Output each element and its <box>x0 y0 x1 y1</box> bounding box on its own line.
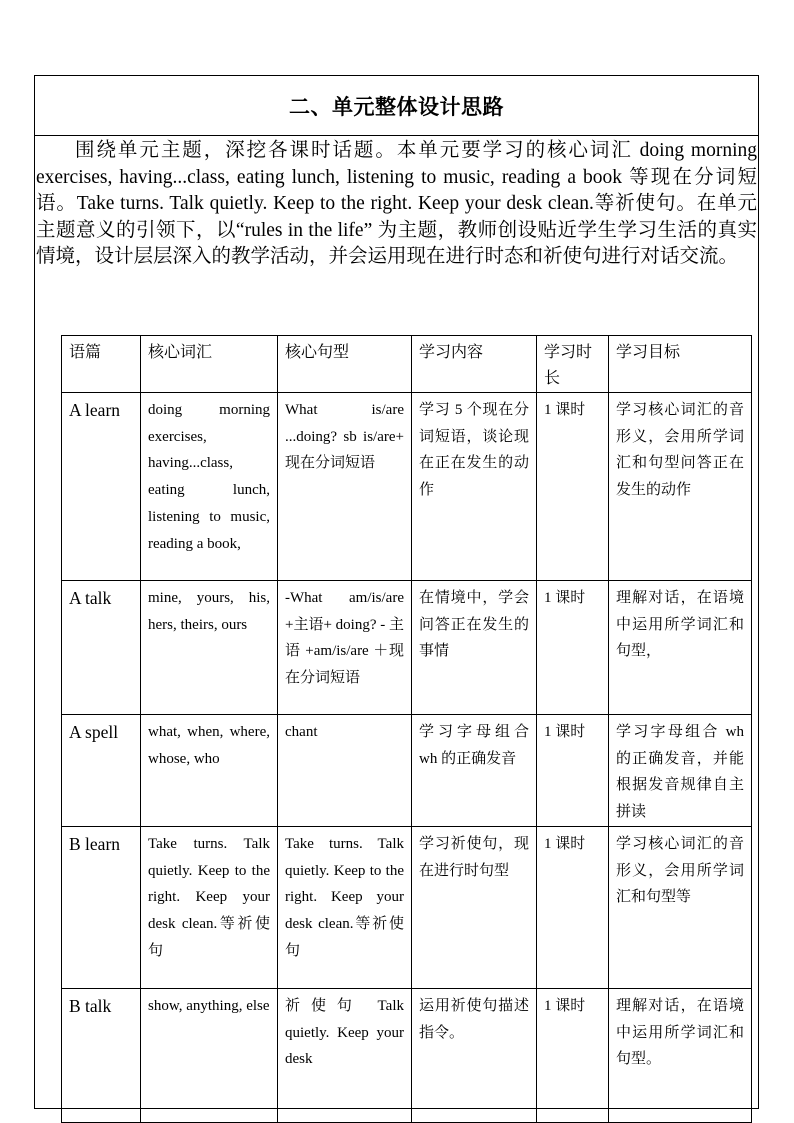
cell-content: 学习 5 个现在分词短语，谈论现在正在发生的动作 <box>412 393 537 581</box>
header-duration: 学习时长 <box>537 336 609 393</box>
cell-pattern: -What am/is/are +主语+ doing? - 主语 +am/is/are ＋现在分词短语 <box>278 581 412 715</box>
table-row <box>62 715 752 827</box>
document-frame <box>34 75 759 1109</box>
cell-chapter: A learn <box>62 393 141 581</box>
cell-duration: 1 课时 <box>537 988 609 1122</box>
cell-goal: 理解对话，在语境中运用所学词汇和句型， <box>609 581 752 715</box>
header-content: 学习内容 <box>412 336 537 393</box>
header-chapter: 语篇 <box>62 336 141 393</box>
cell-pattern: 祈使句 Talk quietly. Keep your desk <box>278 988 412 1122</box>
cell-goal: 学习核心词汇的音形义，会用所学词汇和句型问答正在发生的动作 <box>609 393 752 581</box>
header-goal: 学习目标 <box>609 336 752 393</box>
table-row <box>62 826 752 988</box>
title-row <box>35 76 758 136</box>
cell-content: 运用祈使句描述指令。 <box>412 988 537 1122</box>
intro-paragraph: 围绕单元主题，深挖各课时话题。本单元要学习的核心词汇 doing morning exercises, having...class, eating lunch, listening to music, reading a book 等现在分词短语。Take turns. Talk quietly. Keep to the right. Keep your desk clean.等祈使句。在单元主题意义的引领下，以“rules in the life” 为主题，教师创设贴近学生学习生活的真实情境，设计层层深入的教学活动，并会运用现在进行时态和祈使句进行对话交流。 <box>36 140 757 268</box>
cell-vocab: mine, yours, his, hers, theirs, ours <box>141 581 278 715</box>
cell-vocab: show, anything, else <box>141 988 278 1122</box>
table-row <box>62 581 752 715</box>
cell-duration: 1 课时 <box>537 393 609 581</box>
cell-content: 学习字母组合 wh 的正确发音 <box>412 715 537 827</box>
cell-vocab: what, when, where, whose, who <box>141 715 278 827</box>
cell-duration: 1 课时 <box>537 826 609 988</box>
cell-pattern: Take turns. Talk quietly. Keep to the right. Keep your desk clean.等祈使句 <box>278 826 412 988</box>
cell-vocab: Take turns. Talk quietly. Keep to the right. Keep your desk clean.等祈使句 <box>141 826 278 988</box>
lesson-plan-table <box>61 335 752 1123</box>
header-vocab: 核心词汇 <box>141 336 278 393</box>
cell-pattern: What is/are ...doing? sb is/are+ 现在分词短语 <box>278 393 412 581</box>
cell-goal: 理解对话，在语境中运用所学词汇和句型。 <box>609 988 752 1122</box>
table-row <box>62 988 752 1122</box>
cell-chapter: A spell <box>62 715 141 827</box>
cell-content: 在情境中，学会问答正在发生的事情 <box>412 581 537 715</box>
cell-pattern: chant <box>278 715 412 827</box>
cell-duration: 1 课时 <box>537 715 609 827</box>
cell-goal: 学习核心词汇的音形义，会用所学词汇和句型等 <box>609 826 752 988</box>
table-row <box>62 393 752 581</box>
cell-chapter: A talk <box>62 581 141 715</box>
cell-vocab: doing morning exercises, having...class, eating lunch, listening to music, reading a book, <box>141 393 278 581</box>
table-header-row <box>62 336 752 393</box>
section-title: 二、单元整体设计思路 <box>289 94 504 119</box>
cell-chapter: B learn <box>62 826 141 988</box>
cell-duration: 1 课时 <box>537 581 609 715</box>
cell-content: 学习祈使句，现在进行时句型 <box>412 826 537 988</box>
cell-chapter: B talk <box>62 988 141 1122</box>
cell-goal: 学习字母组合 wh 的正确发音，并能根据发音规律自主拼读 <box>609 715 752 827</box>
header-pattern: 核心句型 <box>278 336 412 393</box>
